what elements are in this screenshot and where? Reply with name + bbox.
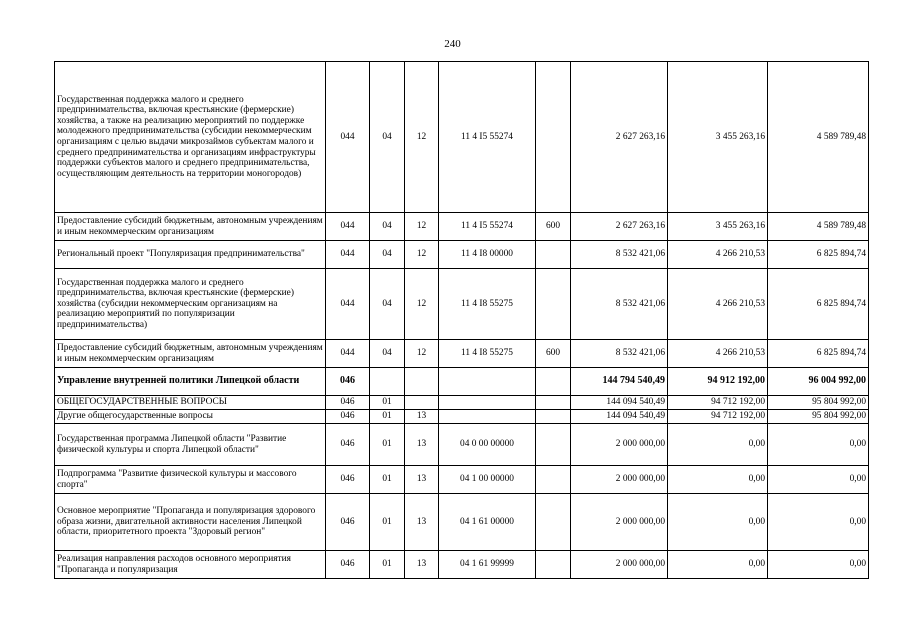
row-name: Государственная поддержка малого и среднего предпринимательства, включая крестьянские (фермерские) хозяйства (субсидии некоммерческим организациям на реализацию мероприятий по популяризации предпринимательства) xyxy=(55,269,326,340)
table-row xyxy=(55,410,869,424)
amount-year-2: 94 712 192,00 xyxy=(668,410,768,424)
row-name: Другие общегосударственные вопросы xyxy=(55,410,326,424)
section-code: 04 xyxy=(370,241,405,269)
expense-type: 600 xyxy=(536,213,571,241)
row-name: Государственная программа Липецкой области "Развитие физической культуры и спорта Липецкой области" xyxy=(55,424,326,466)
amount-year-3: 95 804 992,00 xyxy=(768,396,869,410)
ministry-code: 044 xyxy=(326,241,370,269)
page-number: 240 xyxy=(444,38,461,50)
amount-year-1: 2 627 263,16 xyxy=(571,213,668,241)
target-article: 04 1 00 00000 xyxy=(439,466,536,494)
amount-year-2: 0,00 xyxy=(668,466,768,494)
amount-year-2: 0,00 xyxy=(668,424,768,466)
amount-year-1: 144 094 540,49 xyxy=(571,396,668,410)
amount-year-3: 4 589 789,48 xyxy=(768,213,869,241)
table-row xyxy=(55,424,869,466)
expense-type xyxy=(536,551,571,579)
subsection-code: 12 xyxy=(405,213,439,241)
section-code: 01 xyxy=(370,551,405,579)
amount-year-3: 0,00 xyxy=(768,551,869,579)
row-name: Государственная поддержка малого и среднего предпринимательства, включая крестьянские (фермерские) хозяйства, а также на реализацию мероприятий по поддержке молодежного предпринимательства (субсидии некоммерческим организациям с целью выдачи микрозаймов субъектам малого и среднего предпринимательства и организациям инфраструктуры поддержки субъектов малого и среднего предпринимательства, осуществляющим деятельность на территории моногородов) xyxy=(55,62,326,213)
amount-year-3: 96 004 992,00 xyxy=(768,368,869,396)
ministry-code: 046 xyxy=(326,424,370,466)
table-row xyxy=(55,368,869,396)
target-article: 04 1 61 00000 xyxy=(439,494,536,551)
amount-year-2: 0,00 xyxy=(668,494,768,551)
ministry-code: 046 xyxy=(326,494,370,551)
expense-type xyxy=(536,396,571,410)
target-article: 11 4 I5 55274 xyxy=(439,213,536,241)
amount-year-2: 4 266 210,53 xyxy=(668,340,768,368)
table-row xyxy=(55,466,869,494)
expense-type xyxy=(536,466,571,494)
section-code xyxy=(370,368,405,396)
amount-year-3: 4 589 789,48 xyxy=(768,62,869,213)
row-name: Подпрограмма "Развитие физической культуры и массового спорта" xyxy=(55,466,326,494)
target-article xyxy=(439,368,536,396)
subsection-code: 12 xyxy=(405,241,439,269)
subsection-code: 13 xyxy=(405,424,439,466)
target-article: 11 4 I8 55275 xyxy=(439,340,536,368)
amount-year-2: 4 266 210,53 xyxy=(668,269,768,340)
amount-year-3: 6 825 894,74 xyxy=(768,241,869,269)
row-name: Предоставление субсидий бюджетным, автономным учреждениям и иным некоммерческим организациям xyxy=(55,340,326,368)
budget-table xyxy=(54,61,869,579)
subsection-code: 13 xyxy=(405,551,439,579)
subsection-code: 12 xyxy=(405,62,439,213)
expense-type xyxy=(536,494,571,551)
target-article: 11 4 I8 55275 xyxy=(439,269,536,340)
amount-year-1: 2 627 263,16 xyxy=(571,62,668,213)
amount-year-1: 144 094 540,49 xyxy=(571,410,668,424)
section-code: 04 xyxy=(370,62,405,213)
target-article xyxy=(439,396,536,410)
amount-year-3: 0,00 xyxy=(768,466,869,494)
table-row xyxy=(55,269,869,340)
row-name: Региональный проект "Популяризация предпринимательства" xyxy=(55,241,326,269)
expense-type xyxy=(536,424,571,466)
amount-year-2: 3 455 263,16 xyxy=(668,213,768,241)
subsection-code: 12 xyxy=(405,340,439,368)
expense-type xyxy=(536,410,571,424)
amount-year-2: 0,00 xyxy=(668,551,768,579)
expense-type xyxy=(536,368,571,396)
amount-year-2: 94 912 192,00 xyxy=(668,368,768,396)
ministry-code: 044 xyxy=(326,340,370,368)
amount-year-3: 6 825 894,74 xyxy=(768,269,869,340)
subsection-code xyxy=(405,396,439,410)
section-code: 04 xyxy=(370,269,405,340)
amount-year-3: 0,00 xyxy=(768,424,869,466)
ministry-code: 046 xyxy=(326,396,370,410)
subsection-code: 12 xyxy=(405,269,439,340)
table-row xyxy=(55,340,869,368)
table-row xyxy=(55,62,869,213)
target-article: 04 1 61 99999 xyxy=(439,551,536,579)
amount-year-2: 94 712 192,00 xyxy=(668,396,768,410)
amount-year-1: 8 532 421,06 xyxy=(571,241,668,269)
section-code: 01 xyxy=(370,424,405,466)
row-name: ОБЩЕГОСУДАРСТВЕННЫЕ ВОПРОСЫ xyxy=(55,396,326,410)
table-row xyxy=(55,241,869,269)
amount-year-1: 8 532 421,06 xyxy=(571,269,668,340)
amount-year-3: 0,00 xyxy=(768,494,869,551)
section-code: 01 xyxy=(370,396,405,410)
section-code: 04 xyxy=(370,340,405,368)
amount-year-1: 2 000 000,00 xyxy=(571,466,668,494)
row-name: Управление внутренней политики Липецкой области xyxy=(55,368,326,396)
ministry-code: 044 xyxy=(326,269,370,340)
ministry-code: 046 xyxy=(326,466,370,494)
ministry-code: 046 xyxy=(326,410,370,424)
subsection-code: 13 xyxy=(405,410,439,424)
row-name: Предоставление субсидий бюджетным, автономным учреждениям и иным некоммерческим организациям xyxy=(55,213,326,241)
subsection-code: 13 xyxy=(405,494,439,551)
expense-type xyxy=(536,62,571,213)
section-code: 01 xyxy=(370,494,405,551)
table-row xyxy=(55,551,869,579)
amount-year-2: 3 455 263,16 xyxy=(668,62,768,213)
amount-year-1: 2 000 000,00 xyxy=(571,424,668,466)
ministry-code: 046 xyxy=(326,368,370,396)
amount-year-1: 2 000 000,00 xyxy=(571,494,668,551)
table-row xyxy=(55,494,869,551)
amount-year-3: 6 825 894,74 xyxy=(768,340,869,368)
row-name: Реализация направления расходов основного мероприятия "Пропаганда и популяризация xyxy=(55,551,326,579)
expense-type: 600 xyxy=(536,340,571,368)
ministry-code: 046 xyxy=(326,551,370,579)
table-row xyxy=(55,213,869,241)
target-article: 11 4 I5 55274 xyxy=(439,62,536,213)
section-code: 04 xyxy=(370,213,405,241)
target-article: 11 4 I8 00000 xyxy=(439,241,536,269)
target-article: 04 0 00 00000 xyxy=(439,424,536,466)
amount-year-3: 95 804 992,00 xyxy=(768,410,869,424)
amount-year-1: 2 000 000,00 xyxy=(571,551,668,579)
amount-year-2: 4 266 210,53 xyxy=(668,241,768,269)
amount-year-1: 144 794 540,49 xyxy=(571,368,668,396)
subsection-code: 13 xyxy=(405,466,439,494)
ministry-code: 044 xyxy=(326,213,370,241)
target-article xyxy=(439,410,536,424)
section-code: 01 xyxy=(370,466,405,494)
table-row xyxy=(55,396,869,410)
row-name: Основное мероприятие "Пропаганда и популяризация здорового образа жизни, двигательной активности населения Липецкой области, приоритетного проекта "Здоровый регион" xyxy=(55,494,326,551)
expense-type xyxy=(536,269,571,340)
expense-type xyxy=(536,241,571,269)
amount-year-1: 8 532 421,06 xyxy=(571,340,668,368)
section-code: 01 xyxy=(370,410,405,424)
ministry-code: 044 xyxy=(326,62,370,213)
subsection-code xyxy=(405,368,439,396)
